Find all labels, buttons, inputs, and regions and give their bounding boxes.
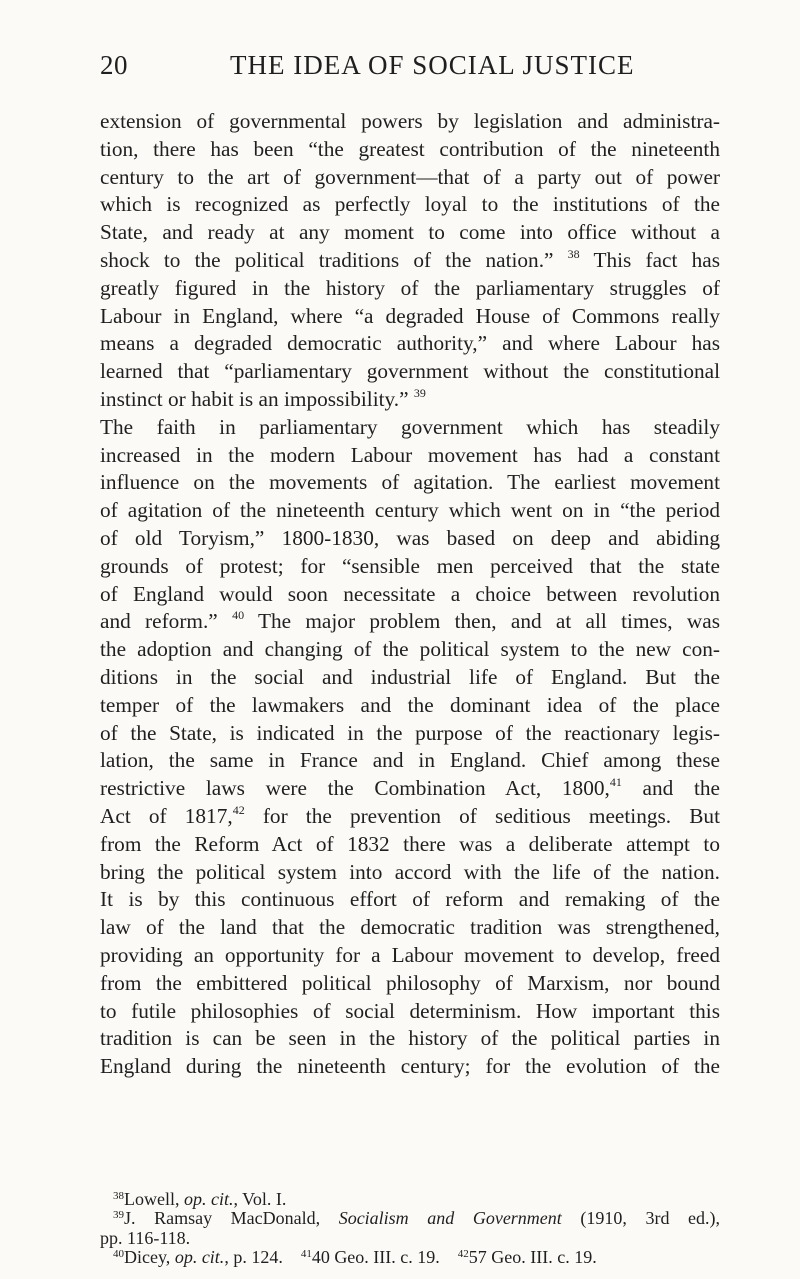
text-line: the adoption and changing of the political system to the new con- bbox=[100, 637, 720, 662]
footnote-ref-38: 38 bbox=[567, 246, 580, 261]
text-line: tradition is can be seen in the history of the political parties in bbox=[100, 1026, 720, 1051]
footnote-mark: 41 bbox=[300, 1248, 312, 1261]
footnote-ref-41: 41 bbox=[609, 775, 622, 790]
footnotes-40-42 bbox=[113, 1248, 720, 1267]
text-line: of England would soon necessitate a choice between revolution bbox=[100, 581, 720, 606]
footnote-italic: op. cit. bbox=[174, 1247, 225, 1268]
text-line bbox=[100, 775, 720, 803]
footnote-text: , Vol. I. bbox=[233, 1189, 287, 1209]
footnote-ref-42: 42 bbox=[232, 802, 245, 817]
footnote-ref-40: 40 bbox=[232, 608, 245, 623]
text-line: of agitation of the nineteenth century which went on in “the period bbox=[100, 498, 720, 523]
text-line: which is recognized as perfectly loyal to the institutions of the bbox=[100, 192, 720, 217]
footnote-39 bbox=[113, 1209, 720, 1228]
text-line bbox=[100, 386, 720, 414]
text-line: tion, there has been “the greatest contribution of the nineteenth bbox=[100, 136, 720, 161]
text-segment: for the prevention of seditious meetings. But bbox=[262, 803, 721, 828]
text-line: increased in the modern Labour movement has had a constant bbox=[100, 442, 720, 467]
text-line: temper of the lawmakers and the dominant idea of the place bbox=[100, 692, 720, 717]
text-line: of the State, is indicated in the purpose of the reactionary legis- bbox=[100, 720, 720, 745]
text-line: extension of governmental powers by legislation and administra- bbox=[100, 109, 720, 133]
footnote-mark: 42 bbox=[457, 1248, 469, 1261]
text-line: Labour in England, where “a degraded House of Commons really bbox=[100, 303, 720, 328]
text-line: to futile philosophies of social determinism. How important this bbox=[100, 998, 720, 1023]
text-line: of old Toryism,” 1800-1830, was based on deep and abiding bbox=[100, 525, 720, 550]
text-segment: and reform.” bbox=[100, 609, 218, 634]
footnote-mark: 39 bbox=[113, 1209, 124, 1222]
footnote-ref-39: 39 bbox=[413, 385, 426, 400]
footnote-italic: op. cit. bbox=[184, 1189, 234, 1209]
footnotes bbox=[100, 1189, 721, 1268]
footnote-italic: Socialism and Government bbox=[338, 1208, 562, 1229]
text-line: century to the art of government—that of a party out of power bbox=[100, 164, 720, 189]
text-line: ditions in the social and industrial life of England. But the bbox=[100, 664, 720, 689]
text-line: learned that “parliamentary government without the constitutional bbox=[100, 359, 720, 384]
footnote-text: Lowell, bbox=[124, 1189, 184, 1209]
footnote-text: , p. 124. bbox=[224, 1247, 283, 1268]
text-line: State, and ready at any moment to come into office without a bbox=[100, 220, 720, 245]
text-line: It is by this continuous effort of reform and remaking of the bbox=[100, 887, 720, 912]
text-line bbox=[100, 608, 720, 636]
text-segment: shock to the political traditions of the nation.” bbox=[100, 247, 554, 272]
footnote-text: 40 Geo. III. c. 19. bbox=[311, 1247, 440, 1268]
text-line: law of the land that the democratic tradition was strengthened, bbox=[100, 915, 720, 940]
text-line: providing an opportunity for a Labour movement to develop, freed bbox=[100, 942, 720, 967]
text-line bbox=[100, 803, 720, 831]
text-line: from the embittered political philosophy of Marxism, nor bound bbox=[100, 970, 720, 995]
text-line: means a degraded democratic authority,” and where Labour has bbox=[100, 331, 720, 356]
text-line: The faith in parliamentary government which has steadily bbox=[100, 414, 720, 439]
footnote-mark: 38 bbox=[113, 1190, 124, 1202]
text-line: from the Reform Act of 1832 there was a deliberate attempt to bbox=[100, 831, 720, 856]
footnote-mark: 40 bbox=[113, 1248, 124, 1261]
text-segment: and the bbox=[642, 776, 720, 801]
page-number: 20 bbox=[100, 50, 128, 80]
text-line: greatly figured in the history of the parliamentary struggles of bbox=[100, 275, 720, 300]
footnote-text: J. Ramsay MacDonald, bbox=[124, 1208, 339, 1229]
footnote-text: 57 Geo. III. c. 19. bbox=[468, 1247, 597, 1268]
page-header bbox=[100, 50, 720, 84]
text-line: grounds of protest; for “sensible men perceived that the state bbox=[100, 553, 720, 578]
footnote-38 bbox=[113, 1190, 720, 1209]
text-segment: This fact has bbox=[593, 247, 720, 272]
text-line: lation, the same in France and in England. Chief among these bbox=[100, 748, 720, 773]
footnote-text: (1910, 3rd ed.), bbox=[561, 1208, 721, 1229]
text-segment: Act of 1817, bbox=[100, 803, 233, 828]
text-segment: instinct or habit is an impossibility.” bbox=[100, 386, 409, 411]
text-line: England during the nineteenth century; for the evolution of the bbox=[100, 1054, 720, 1079]
text-segment: The major problem then, and at all times, was bbox=[257, 609, 720, 634]
text-line: influence on the movements of agitation. The earliest movement bbox=[100, 470, 720, 495]
footnote-text: Dicey, bbox=[124, 1247, 175, 1268]
footnote-39-continuation: pp. 116-118. bbox=[100, 1227, 191, 1248]
text-line bbox=[100, 247, 720, 275]
text-line: bring the political system into accord with the life of the nation. bbox=[100, 859, 720, 884]
running-title: THE IDEA OF SOCIAL JUSTICE bbox=[230, 50, 635, 80]
body-text bbox=[100, 108, 720, 1081]
text-segment: restrictive laws were the Combination Act, 1800, bbox=[100, 776, 610, 801]
